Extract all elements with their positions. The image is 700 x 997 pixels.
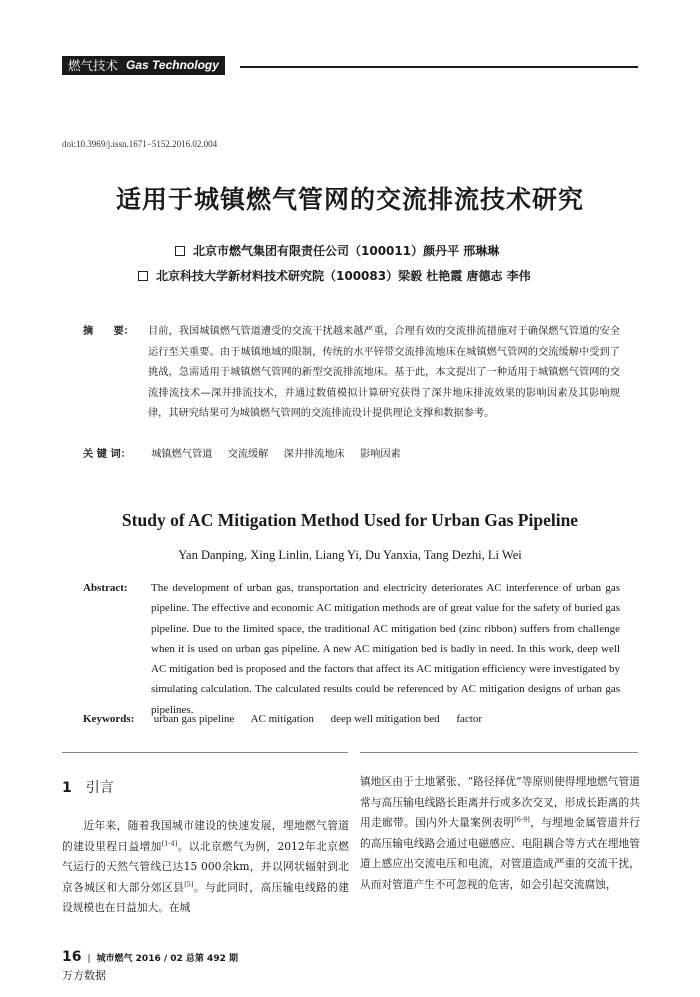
section-title: 引言 [85, 780, 114, 796]
body-column-left [62, 816, 349, 919]
citation-ref[interactable]: [1-4] [161, 839, 178, 848]
paper-title-cn: 适用于城镇燃气管网的交流排流技术研究 [115, 185, 584, 214]
section-name-cn: 燃气技术 [68, 58, 119, 73]
citation-ref[interactable]: [6-9] [514, 815, 530, 824]
body-text: 。以北京燃气为例，2012年北京燃气运行的天然气管线已达15 000余km，并以网状辐射到北京各城区和大部分郊区县 [62, 839, 349, 894]
checkbox-square-icon [138, 271, 148, 281]
keyword-en: factor [456, 713, 483, 725]
page-footer [62, 949, 238, 965]
footer-separator: | [87, 954, 91, 964]
journal-section-header [62, 56, 225, 75]
body-text: 近年来，随着我国城市建设的快速发展，埋地燃气管道的建设里程日益增加 [62, 819, 349, 853]
abstract-cn [83, 322, 620, 425]
section-tag [62, 56, 225, 75]
keywords-en [83, 713, 496, 725]
keyword-cn: 交流缓解 [227, 449, 269, 460]
abstract-en-text: The development of urban gas, transportation and electricity deteriorates AC interference of urban gas pipeline. The effective and economic AC mitigation methods are of great value for the safety of buried gas pipeline. Due to the limited space, the traditional AC mitigation bed (zinc ribbon) suffers from challenge when it is used on urban gas pipeline. A new AC mitigation bed is badly in need. In this work, deep well AC mitigation bed is proposed and the factors that affect its AC mitigation efficiency were investigated by simulating calculation. The calculated results could be referenced by AC mitigation designs of urban gas pipelines. [151, 582, 620, 716]
body-paragraph [62, 816, 349, 919]
checkbox-square-icon [175, 246, 185, 256]
column-divider-left [62, 752, 348, 753]
abstract-cn-label: 摘 要： [83, 326, 134, 337]
paper-title-en: Study of AC Mitigation Method Used for Urban Gas Pipeline [121, 510, 579, 530]
page-number: 16 [62, 949, 82, 965]
body-text: ，与埋地金属管道并行的高压输电线路会通过电磁感应、电阻耦合等方式在埋地管道上感应出交流电压和电流，对管道造成严重的交流干扰，从而对管道产生不可忽视的危害，如会引起交流腐蚀， [360, 816, 640, 891]
authors-en: Yan Danping, Xing Linlin, Liang Yi, Du Yanxia, Tang Dezhi, Li Wei [178, 548, 522, 562]
body-text: 。与此同时，高压输电线路的建设规模也在日益加大。在城 [62, 880, 349, 915]
keyword-en: deep well mitigation bed [330, 713, 440, 725]
keyword-cn: 深井排流地床 [283, 449, 345, 460]
keyword-cn: 影响因素 [360, 449, 401, 460]
affiliation-2 [138, 267, 531, 284]
keyword-en: AC mitigation [250, 713, 314, 725]
journal-issue: 城市燃气 2016 / 02 总第 492 期 [96, 954, 238, 964]
affiliation-2-text: 北京科技大学新材料技术研究院（100083）梁毅 杜艳霞 唐德志 李伟 [156, 269, 531, 283]
keywords-cn-label: 关 键 词： [83, 449, 131, 460]
keywords-cn [83, 445, 413, 460]
section-heading [62, 777, 114, 797]
source-label: 万方数据 [62, 969, 106, 982]
header-rule [240, 66, 638, 68]
abstract-cn-text: 目前，我国城镇燃气管道遭受的交流干扰越来越严重，合理有效的交流排流措施对于确保燃气管道的安全运行至关重要。由于城镇地域的限制，传统的水平锌带交流排流地床在城镇燃气管网的交流缓解中受到了挑战，急需适用于城镇燃气管网的新型交流排流地床。基于此，本文提出了一种适用于城镇燃气管网的交流排流技术—深井排流技术，并通过数值模拟计算研究获得了深井地床排流效果的影响因素及其影响规律，其研究结果可为城镇燃气管网的交流排流设计提供理论支撑和数据参考。 [148, 326, 620, 419]
abstract-en [83, 578, 620, 720]
keyword-cn: 城镇燃气管道 [151, 449, 213, 460]
body-text: 镇地区由于土地紧张、“路径择优”等原则使得埋地燃气管道常与高压输电线路长距离并行或多次交叉，形成长距离的共用走廊带。国内外大量案例表明 [360, 775, 640, 830]
affiliation-1 [175, 242, 499, 259]
keywords-en-label: Keywords: [83, 713, 135, 725]
affiliation-1-text: 北京市燃气集团有限责任公司（100011）颜丹平 邢琳琳 [193, 244, 500, 258]
column-divider-right [360, 752, 638, 753]
citation-ref[interactable]: [5] [184, 880, 194, 889]
doi[interactable]: doi:10.3969/j.issn.1671−5152.2016.02.004 [62, 139, 218, 149]
section-number: 1 [62, 780, 72, 796]
body-column-right [360, 772, 640, 896]
keyword-en: urban gas pipeline [153, 713, 235, 725]
abstract-en-label: Abstract: [83, 582, 128, 594]
body-paragraph [360, 772, 640, 896]
section-name-en: Gas Technology [126, 58, 219, 72]
